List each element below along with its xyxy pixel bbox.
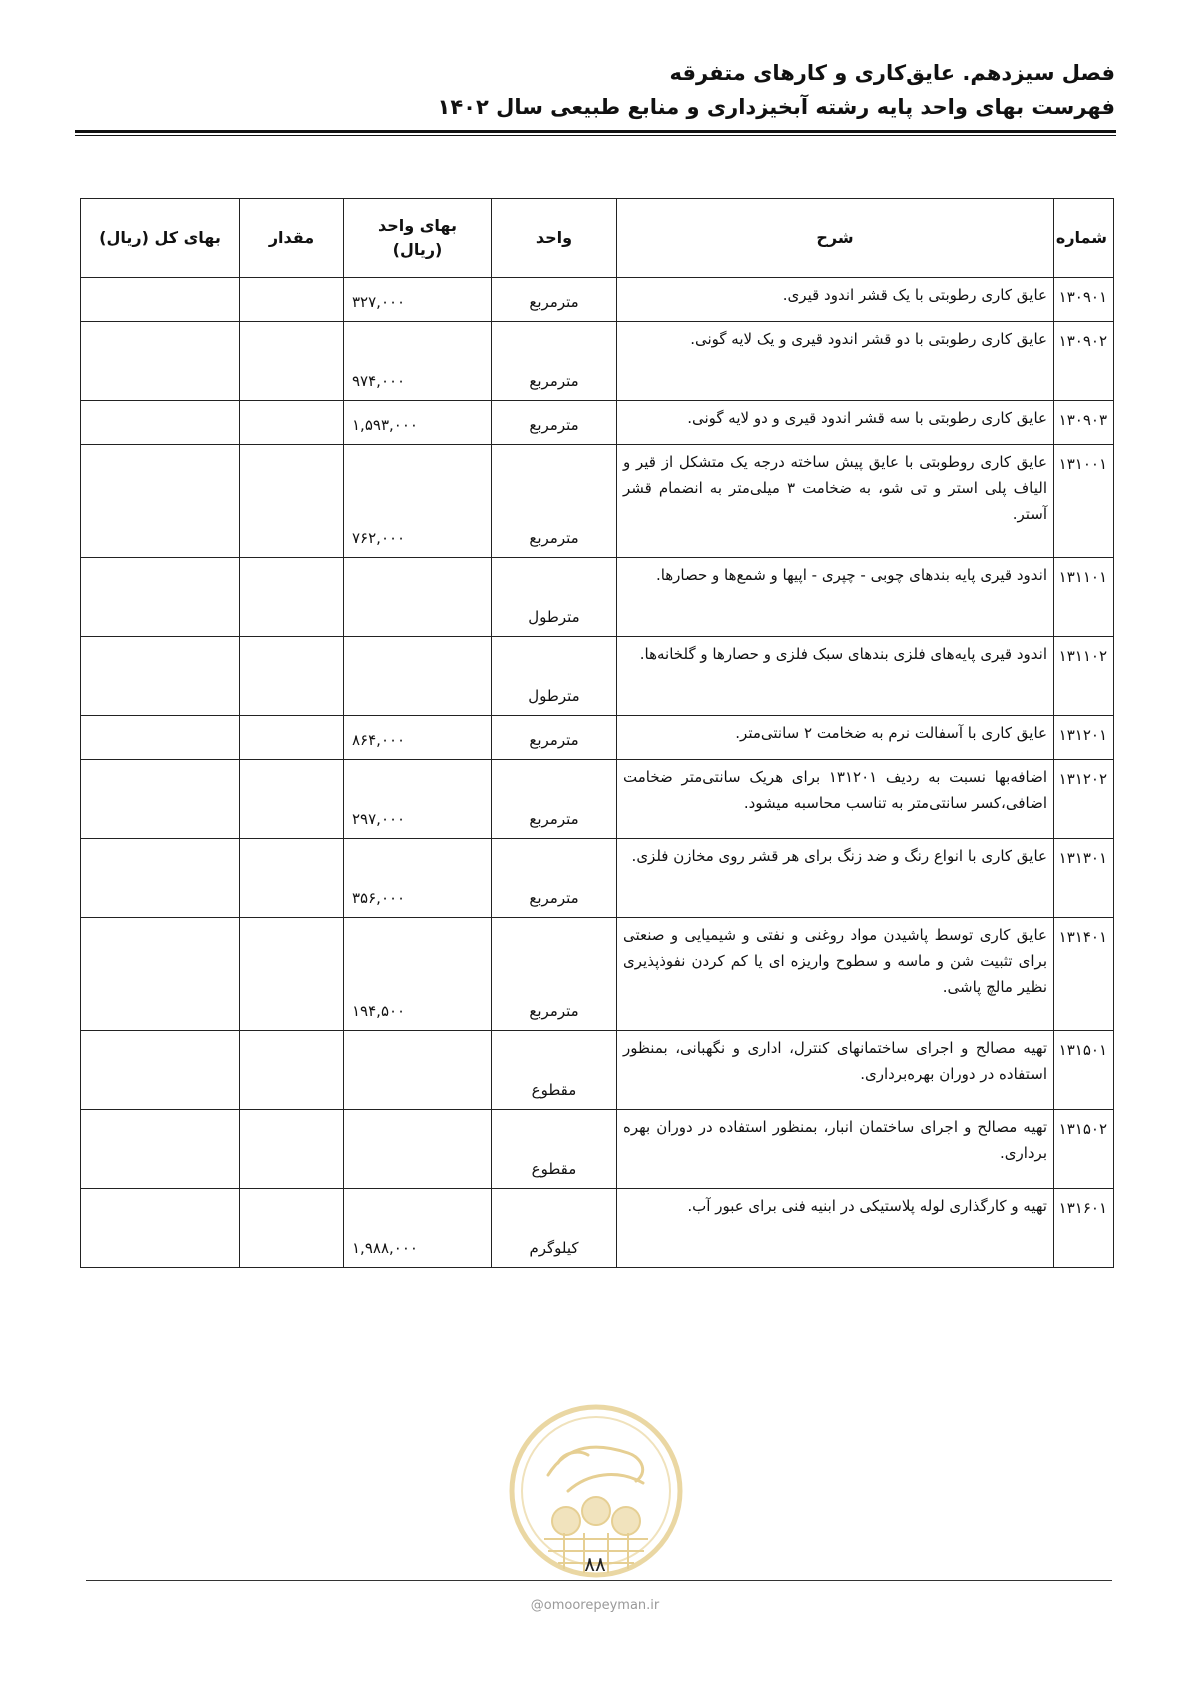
table-row — [81, 445, 1114, 558]
row-quantity — [240, 1031, 344, 1110]
row-total-price — [81, 1189, 240, 1268]
row-unit-price: ۳۲۷,۰۰۰ — [344, 278, 492, 322]
footer-rule — [86, 1580, 1112, 1581]
table-row — [81, 637, 1114, 716]
row-description: اندود قیری پایه‌های فلزی بندهای سبک فلزی و حصارها و گلخانه‌ها. — [617, 637, 1054, 716]
row-number: ۱۳۱۱۰۱ — [1054, 558, 1114, 637]
row-unit: مترطول — [492, 558, 617, 637]
row-number: ۱۳۱۱۰۲ — [1054, 637, 1114, 716]
row-description: عایق کاری با آسفالت نرم به ضخامت ۲ سانتی‌متر. — [617, 716, 1054, 760]
row-unit: مترمربع — [492, 918, 617, 1031]
row-description: تهیه مصالح و اجرای ساختمانهای کنترل، اداری و نگهبانی، بمنظور استفاده در دوران بهره‌برداری. — [617, 1031, 1054, 1110]
table-row — [81, 322, 1114, 401]
row-total-price — [81, 839, 240, 918]
row-unit-price: ۳۵۶,۰۰۰ — [344, 839, 492, 918]
row-unit: مترمربع — [492, 445, 617, 558]
row-quantity — [240, 839, 344, 918]
row-quantity — [240, 445, 344, 558]
row-unit: مترطول — [492, 637, 617, 716]
row-unit: مترمربع — [492, 716, 617, 760]
col-header-unit-price — [344, 199, 492, 278]
row-number: ۱۳۱۰۰۱ — [1054, 445, 1114, 558]
col-header-unit-price-line2: (ریال) — [392, 240, 443, 259]
page-number: ۸۸ — [584, 1552, 606, 1576]
row-quantity — [240, 558, 344, 637]
row-total-price — [81, 278, 240, 322]
row-number: ۱۳۱۴۰۱ — [1054, 918, 1114, 1031]
row-total-price — [81, 445, 240, 558]
row-quantity — [240, 401, 344, 445]
table-row — [81, 839, 1114, 918]
row-description: عایق کاری رطوبتی با سه قشر اندود قیری و دو لایه گونی. — [617, 401, 1054, 445]
row-quantity — [240, 322, 344, 401]
row-description: تهیه و کارگذاری لوله پلاستیکی در ابنیه فنی برای عبور آب. — [617, 1189, 1054, 1268]
row-unit-price: ۱,۹۸۸,۰۰۰ — [344, 1189, 492, 1268]
row-total-price — [81, 558, 240, 637]
row-quantity — [240, 637, 344, 716]
header-rule-thick — [75, 130, 1116, 133]
table-row — [81, 760, 1114, 839]
row-unit: مترمربع — [492, 760, 617, 839]
row-description: عایق کاری رطوبتی با دو قشر اندود قیری و یک لایه گونی. — [617, 322, 1054, 401]
row-description: عایق کاری توسط پاشیدن مواد روغنی و نفتی و شیمیایی و صنعتی برای تثبیت شن و ماسه و سطوح واریزه ای یا کم کردن نفوذپذیری نظیر مالچ پاشی. — [617, 918, 1054, 1031]
row-unit-price: ۷۶۲,۰۰۰ — [344, 445, 492, 558]
col-header-unit-price-line1: بهای واحد — [377, 216, 457, 235]
row-number: ۱۳۰۹۰۱ — [1054, 278, 1114, 322]
row-unit-price: ۲۹۷,۰۰۰ — [344, 760, 492, 839]
row-number: ۱۳۱۵۰۱ — [1054, 1031, 1114, 1110]
col-header-number: شماره — [1054, 199, 1114, 278]
row-total-price — [81, 1110, 240, 1189]
row-unit-price: ۱۹۴,۵۰۰ — [344, 918, 492, 1031]
col-header-unit: واحد — [492, 199, 617, 278]
row-unit: مترمربع — [492, 322, 617, 401]
row-total-price — [81, 1031, 240, 1110]
row-total-price — [81, 637, 240, 716]
row-unit: مقطوع — [492, 1031, 617, 1110]
row-unit-price — [344, 1110, 492, 1189]
col-header-description: شرح — [617, 199, 1054, 278]
website-url: @omoorepeyman.ir — [530, 1598, 660, 1613]
row-unit-price — [344, 637, 492, 716]
row-description: اضافه‌بها نسبت به ردیف ۱۳۱۲۰۱ برای هریک سانتی‌متر ضخامت اضافی،کسر سانتی‌متر به تناسب محاسبه میشود. — [617, 760, 1054, 839]
table-header-row — [81, 199, 1114, 278]
row-number: ۱۳۱۲۰۱ — [1054, 716, 1114, 760]
row-unit: مقطوع — [492, 1110, 617, 1189]
row-unit-price — [344, 1031, 492, 1110]
row-number: ۱۳۱۵۰۲ — [1054, 1110, 1114, 1189]
col-header-total-price: بهای کل (ریال) — [81, 199, 240, 278]
row-quantity — [240, 1110, 344, 1189]
row-unit: مترمربع — [492, 278, 617, 322]
row-description: عایق کاری رطوبتی با یک قشر اندود قیری. — [617, 278, 1054, 322]
row-number: ۱۳۰۹۰۳ — [1054, 401, 1114, 445]
row-unit: مترمربع — [492, 839, 617, 918]
row-description: عایق کاری با انواع رنگ و ضد زنگ برای هر قشر روی مخازن فلزی. — [617, 839, 1054, 918]
row-quantity — [240, 1189, 344, 1268]
page-header — [75, 56, 1115, 124]
col-header-quantity: مقدار — [240, 199, 344, 278]
table-row — [81, 401, 1114, 445]
table-row — [81, 1189, 1114, 1268]
row-quantity — [240, 278, 344, 322]
row-unit: کیلوگرم — [492, 1189, 617, 1268]
row-number: ۱۳۱۲۰۲ — [1054, 760, 1114, 839]
table-row — [81, 1110, 1114, 1189]
row-total-price — [81, 760, 240, 839]
row-unit-price — [344, 558, 492, 637]
row-total-price — [81, 401, 240, 445]
row-number: ۱۳۱۳۰۱ — [1054, 839, 1114, 918]
catalog-title: فهرست بهای واحد پایه رشته آبخیزداری و منابع طبیعی سال ۱۴۰۲ — [437, 95, 1115, 119]
row-unit-price: ۸۶۴,۰۰۰ — [344, 716, 492, 760]
row-number: ۱۳۰۹۰۲ — [1054, 322, 1114, 401]
table-row — [81, 918, 1114, 1031]
price-table — [80, 198, 1114, 1268]
row-total-price — [81, 716, 240, 760]
row-total-price — [81, 322, 240, 401]
table-row — [81, 1031, 1114, 1110]
header-rule-thin — [75, 135, 1116, 136]
row-quantity — [240, 716, 344, 760]
table-row — [81, 278, 1114, 322]
row-unit-price: ۹۷۴,۰۰۰ — [344, 322, 492, 401]
chapter-title: فصل سیزدهم. عایق‌کاری و کارهای متفرقه — [669, 61, 1115, 85]
row-unit: مترمربع — [492, 401, 617, 445]
row-quantity — [240, 918, 344, 1031]
row-description: اندود قیری پایه بندهای چوبی - چپری - اپیها و شمع‌ها و حصارها. — [617, 558, 1054, 637]
row-number: ۱۳۱۶۰۱ — [1054, 1189, 1114, 1268]
row-description: عایق کاری روطوبتی با عایق پیش ساخته درجه یک متشکل از قیر و الیاف پلی استر و تی شو، به ضخامت ۳ میلی‌متر به انضمام قشر آستر. — [617, 445, 1054, 558]
table-row — [81, 558, 1114, 637]
row-total-price — [81, 918, 240, 1031]
row-description: تهیه مصالح و اجرای ساختمان انبار، بمنظور استفاده در دوران بهره برداری. — [617, 1110, 1054, 1189]
row-quantity — [240, 760, 344, 839]
row-unit-price: ۱,۵۹۳,۰۰۰ — [344, 401, 492, 445]
table-row — [81, 716, 1114, 760]
